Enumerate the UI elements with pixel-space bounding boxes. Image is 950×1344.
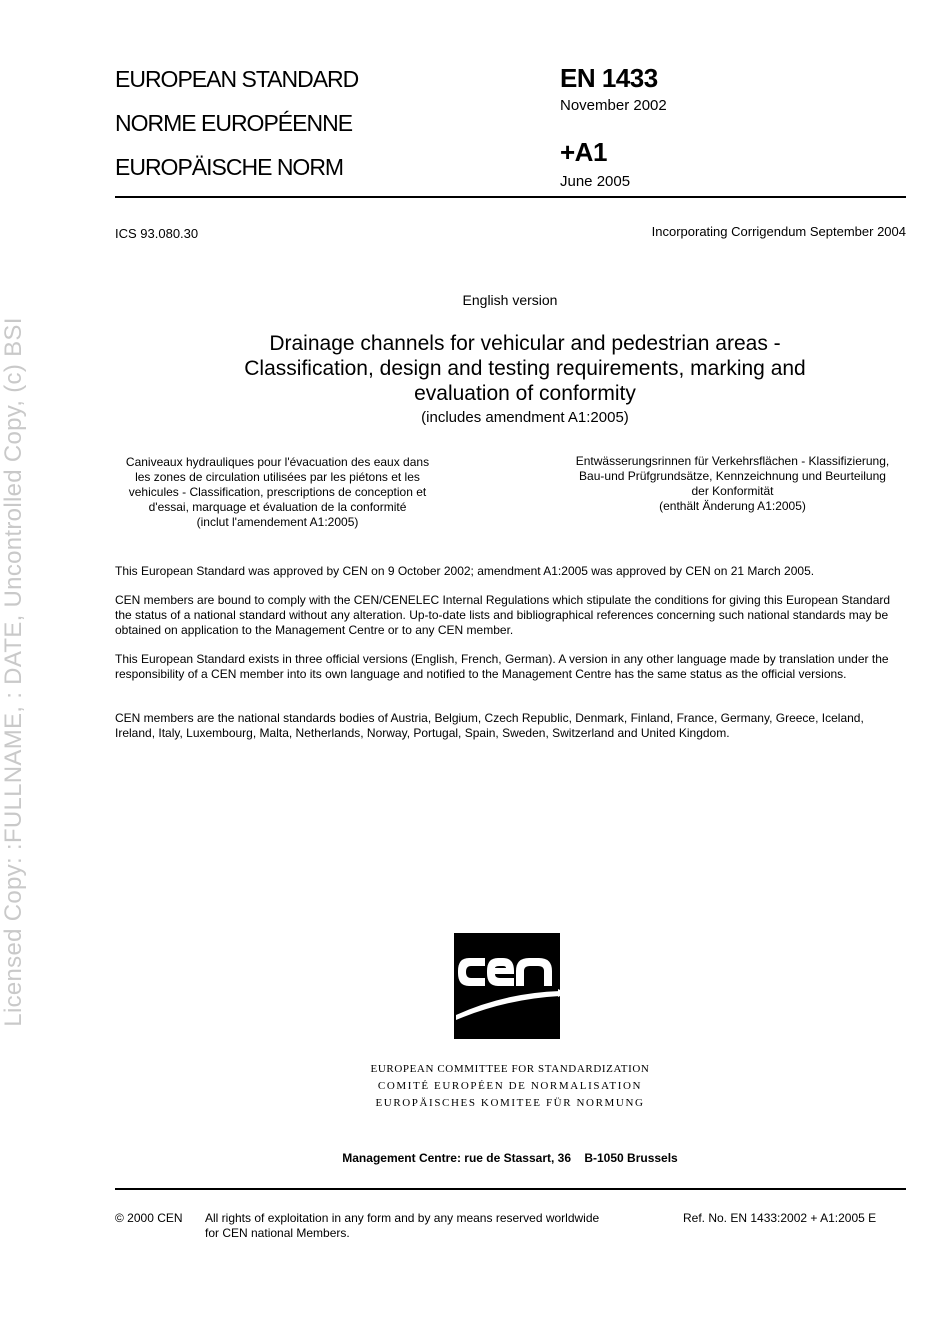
german-title-line: der Konformität bbox=[691, 484, 774, 498]
french-title-line: vehicules - Classification, prescriptions de conception et bbox=[128, 485, 427, 499]
french-title-line: les zones de circulation utilisées par les piétons et les bbox=[135, 470, 420, 484]
standard-number: EN 1433 bbox=[560, 63, 658, 93]
committee-name-fr: COMITÉ EUROPÉEN DE NORMALISATION bbox=[377, 1080, 643, 1092]
french-title bbox=[110, 455, 445, 530]
rights-notice bbox=[205, 1211, 665, 1241]
title-line-2: Classification, design and testing requirements, marking and bbox=[244, 357, 806, 380]
standard-name-de: EUROPÄISCHE NORM bbox=[115, 154, 344, 180]
cen-logo-graphic bbox=[454, 933, 560, 1039]
committee-name-en: EUROPEAN COMMITTEE FOR STANDARDIZATION bbox=[370, 1063, 650, 1075]
title-line-1: Drainage channels for vehicular and pedestrian areas - bbox=[269, 332, 781, 355]
members-paragraph: CEN members are the national standards bodies of Austria, Belgium, Czech Republic, Denmark, Finland, France, Germany, Greece, Iceland, Ireland, Italy, Luxembourg, Malta, Netherlands, Norway, Portugal, Spain, Sweden, Switzerland and United Kingdom. bbox=[115, 711, 864, 740]
german-title bbox=[560, 454, 905, 514]
amendment-date: June 2005 bbox=[560, 173, 631, 190]
compliance-paragraph: CEN members are bound to comply with the CEN/CENELEC Internal Regulations which stipulate the conditions for giving this European Standard the status of a national standard without any alteration. Up-to-date lists and bibliographical references concerning such national standards may be obtained on application to the Management Centre or to any CEN member. bbox=[115, 593, 891, 637]
french-title-line: d'essai, marquage et évaluation de la conformité bbox=[148, 500, 407, 514]
cen-logo bbox=[454, 933, 560, 1039]
rights-line: All rights of exploitation in any form and by any means reserved worldwide bbox=[205, 1211, 600, 1225]
reference-number: Ref. No. EN 1433:2002 + A1:2005 E bbox=[683, 1211, 877, 1225]
rights-line: for CEN national Members. bbox=[205, 1226, 350, 1240]
versions-paragraph: This European Standard exists in three official versions (English, French, German). A version in any other language made by translation under the responsibility of a CEN member into its own language and notified to the Management Centre has the same status as the official versions. bbox=[115, 652, 889, 681]
corrigendum-note: Incorporating Corrigendum September 2004 bbox=[651, 224, 906, 239]
committee-name-de: EUROPÄISCHES KOMITEE FÜR NORMUNG bbox=[375, 1097, 645, 1109]
watermark: Licensed Copy: :FULLNAME, : DATE, Uncontrolled Copy, (c) BSI bbox=[0, 317, 27, 1027]
version-label: English version bbox=[462, 292, 558, 308]
footer-rule bbox=[115, 1188, 906, 1190]
title-line-3: evaluation of conformity bbox=[414, 382, 636, 405]
header-rule bbox=[115, 196, 906, 198]
standard-name-fr: NORME EUROPÉENNE bbox=[115, 110, 353, 136]
ics-code: ICS 93.080.30 bbox=[115, 226, 199, 241]
amendment-number: +A1 bbox=[560, 137, 607, 167]
french-title-line: (inclut l'amendement A1:2005) bbox=[196, 515, 359, 529]
french-title-line: Caniveaux hydrauliques pour l'évacuation des eaux dans bbox=[125, 455, 430, 469]
copyright: © 2000 CEN bbox=[115, 1211, 183, 1225]
standard-date: November 2002 bbox=[560, 97, 667, 114]
german-title-line: Bau-und Prüfgrundsätze, Kennzeichnung und Beurteilung bbox=[579, 469, 886, 483]
approval-paragraph: This European Standard was approved by CEN on 9 October 2002; amendment A1:2005 was approved by CEN on 21 March 2005. bbox=[115, 564, 815, 578]
document-title bbox=[160, 331, 890, 427]
title-includes: (includes amendment A1:2005) bbox=[421, 409, 629, 426]
standard-name-en: EUROPEAN STANDARD bbox=[115, 66, 359, 92]
german-title-line: (enthält Änderung A1:2005) bbox=[659, 499, 806, 513]
management-centre: Management Centre: rue de Stassart, 36 B-1050 Brussels bbox=[342, 1151, 678, 1165]
german-title-line: Entwässerungsrinnen für Verkehrsflächen - Klassifizierung, bbox=[575, 454, 890, 468]
